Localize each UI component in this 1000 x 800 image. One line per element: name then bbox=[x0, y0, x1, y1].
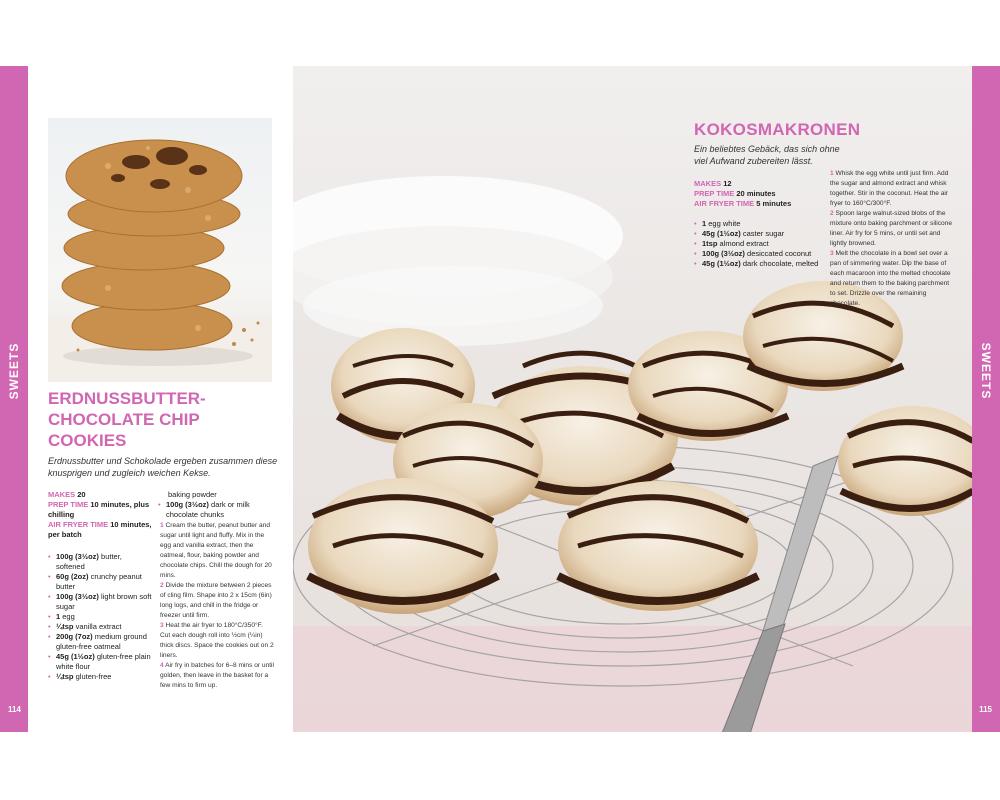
ingredient-text: gluten-free bbox=[75, 672, 112, 681]
ingredient-text: crunchy peanut butter bbox=[56, 572, 142, 591]
prep-value: 20 minutes bbox=[736, 189, 776, 198]
ingredient-item bbox=[694, 229, 828, 239]
ingredient-item bbox=[48, 572, 152, 592]
makes-label: MAKES bbox=[48, 490, 76, 499]
ingredient-item bbox=[158, 500, 272, 520]
ingredient-text: vanilla extract bbox=[75, 622, 122, 631]
ingredient-text: gluten-free plain white flour bbox=[56, 652, 151, 671]
right-ingredient-list bbox=[694, 219, 828, 269]
left-ingredient-list bbox=[48, 552, 152, 682]
step-text: Heat the air fryer to 180°C/350°F. Cut each dough roll into ½cm (¼in) thick discs. Space the cookies out on 2 liners. bbox=[160, 622, 274, 659]
method-step bbox=[160, 661, 274, 691]
makes-row bbox=[48, 490, 160, 500]
ingredient-amount: 45g (1½oz) bbox=[702, 259, 741, 268]
ingredient-amount: ¼tsp bbox=[56, 672, 74, 681]
step-number: 1 bbox=[160, 522, 164, 529]
left-section-band bbox=[0, 66, 28, 732]
step-text: Spoon large walnut-sized blobs of the mixture onto baking parchment or silicone liner. Air fry for 5 mins, or until set and lightly browned. bbox=[830, 210, 953, 247]
ingredient-text: dark chocolate, melted bbox=[742, 259, 819, 268]
ingredient-text: almond extract bbox=[719, 239, 769, 248]
ingredient-item bbox=[48, 672, 152, 682]
method-step bbox=[160, 581, 274, 621]
method-step bbox=[830, 209, 956, 249]
ingredient-amount: 100g (3½oz) bbox=[166, 500, 209, 509]
right-recipe-meta bbox=[694, 179, 826, 209]
left-ingredient-list-col2 bbox=[158, 500, 272, 520]
section-label-left: SWEETS bbox=[7, 342, 21, 400]
ingredient-item bbox=[48, 552, 152, 572]
makes-row bbox=[694, 179, 826, 189]
step-text: Air fry in batches for 6–8 mins or until golden, then leave in the basket for a few mins to firm up. bbox=[160, 662, 274, 689]
air-fryer-value: 5 minutes bbox=[756, 199, 792, 208]
step-number: 2 bbox=[160, 582, 164, 589]
left-recipe-intro: Erdnussbutter und Schokolade ergeben zusammen diese knusprigen und zugleich weichen Kekse. bbox=[48, 456, 278, 478]
step-text: Melt the chocolate in a bowl set over a pan of simmering water. Dip the base of each macaroon into the melted chocolate and return them to the baking parchment to set. Drizzle over the remaining chocolate. bbox=[830, 250, 951, 307]
cookie-stack-photo bbox=[48, 118, 272, 382]
ingredient-text: medium ground gluten-free oatmeal bbox=[56, 632, 147, 651]
prep-label: PREP TIME bbox=[48, 500, 89, 509]
ingredient-item bbox=[48, 622, 152, 632]
step-number: 3 bbox=[160, 622, 164, 629]
section-label-right: SWEETS bbox=[979, 342, 993, 400]
air-fryer-label: AIR FRYER TIME bbox=[694, 199, 755, 208]
method-step bbox=[160, 621, 274, 661]
air-fryer-label: AIR FRYER TIME bbox=[48, 520, 109, 529]
step-number: 2 bbox=[830, 210, 834, 217]
ingredient-amount: 100g (3½oz) bbox=[702, 249, 745, 258]
left-recipe-meta bbox=[48, 490, 160, 540]
step-text: Divide the mixture between 2 pieces of cling film. Shape into 2 x 15cm (6in) long logs, and chill in the fridge or freezer until firm. bbox=[160, 582, 272, 619]
prep-value: 10 minutes, plus chilling bbox=[48, 500, 150, 519]
air-fryer-row bbox=[694, 199, 826, 209]
page-number-right: 115 bbox=[979, 705, 992, 714]
ingredient-amount: 100g (3½oz) bbox=[56, 592, 99, 601]
step-number: 4 bbox=[160, 662, 164, 669]
ingredient-item bbox=[48, 592, 152, 612]
macaroon-photo bbox=[293, 66, 972, 732]
prep-row bbox=[48, 500, 160, 520]
makes-label: MAKES bbox=[694, 179, 722, 188]
method-step bbox=[830, 169, 956, 209]
cookbook-spread bbox=[0, 66, 1000, 732]
ingredient-item bbox=[48, 632, 152, 652]
air-fryer-value: 10 minutes, per batch bbox=[48, 520, 152, 539]
right-recipe-intro: Ein beliebtes Gebäck, das sich ohne viel Aufwand zubereiten lässt. bbox=[694, 144, 840, 166]
ingredient-amount: 60g (2oz) bbox=[56, 572, 89, 581]
step-number: 3 bbox=[830, 250, 834, 257]
left-recipe-title: ERDNUSSBUTTER-CHOCOLATE CHIP COOKIES bbox=[48, 389, 206, 450]
ingredient-amount: ¼tsp bbox=[56, 622, 74, 631]
ingredient-text: caster sugar bbox=[742, 229, 785, 238]
ingredient-text: light brown soft sugar bbox=[56, 592, 152, 611]
ingredient-amount: 200g (7oz) bbox=[56, 632, 93, 641]
prep-row bbox=[694, 189, 826, 199]
makes-value: 12 bbox=[723, 179, 732, 188]
prep-label: PREP TIME bbox=[694, 189, 735, 198]
ingredient-text: desiccated coconut bbox=[747, 249, 812, 258]
page-number-left: 114 bbox=[8, 705, 21, 714]
ingredient-item bbox=[694, 219, 828, 229]
right-section-band bbox=[972, 66, 1000, 732]
ingredient-amount: 1 bbox=[56, 612, 61, 621]
ingredient-amount: 1tsp bbox=[702, 239, 718, 248]
ingredient-item bbox=[694, 249, 828, 259]
air-fryer-row bbox=[48, 520, 160, 540]
ingredient-amount: 45g (1½oz) bbox=[56, 652, 95, 661]
ingredient-amount: 100g (3½oz) bbox=[56, 552, 99, 561]
ingredient-item bbox=[48, 612, 152, 622]
ingredient-amount: 1 bbox=[702, 219, 707, 228]
col2-carryover: baking powder bbox=[168, 490, 217, 499]
method-step bbox=[830, 249, 956, 309]
ingredient-text: dark or milk chocolate chunks bbox=[166, 500, 250, 519]
right-recipe-title: KOKOSMAKRONEN bbox=[694, 120, 861, 139]
ingredient-text: egg white bbox=[708, 219, 741, 228]
ingredient-text: butter, softened bbox=[56, 552, 122, 571]
step-text: Whisk the egg white until just firm. Add the sugar and almond extract and whisk together. Stir in the coconut. Heat the air fryer to 160°C/300°F. bbox=[830, 170, 949, 207]
method-step bbox=[160, 521, 274, 581]
ingredient-item bbox=[694, 259, 828, 269]
step-number: 1 bbox=[830, 170, 834, 177]
ingredient-amount: 45g (1½oz) bbox=[702, 229, 741, 238]
step-text: Cream the butter, peanut butter and sugar until light and fluffy. Mix in the egg and vanilla extract, then the oatmeal, flour, baking powder and chocolate chips. Chill the dough for 20 mins. bbox=[160, 522, 272, 579]
right-method bbox=[830, 169, 956, 309]
left-method bbox=[160, 521, 274, 691]
makes-value: 20 bbox=[77, 490, 86, 499]
ingredient-text: egg bbox=[62, 612, 75, 621]
ingredient-item bbox=[48, 652, 152, 672]
ingredient-item bbox=[694, 239, 828, 249]
